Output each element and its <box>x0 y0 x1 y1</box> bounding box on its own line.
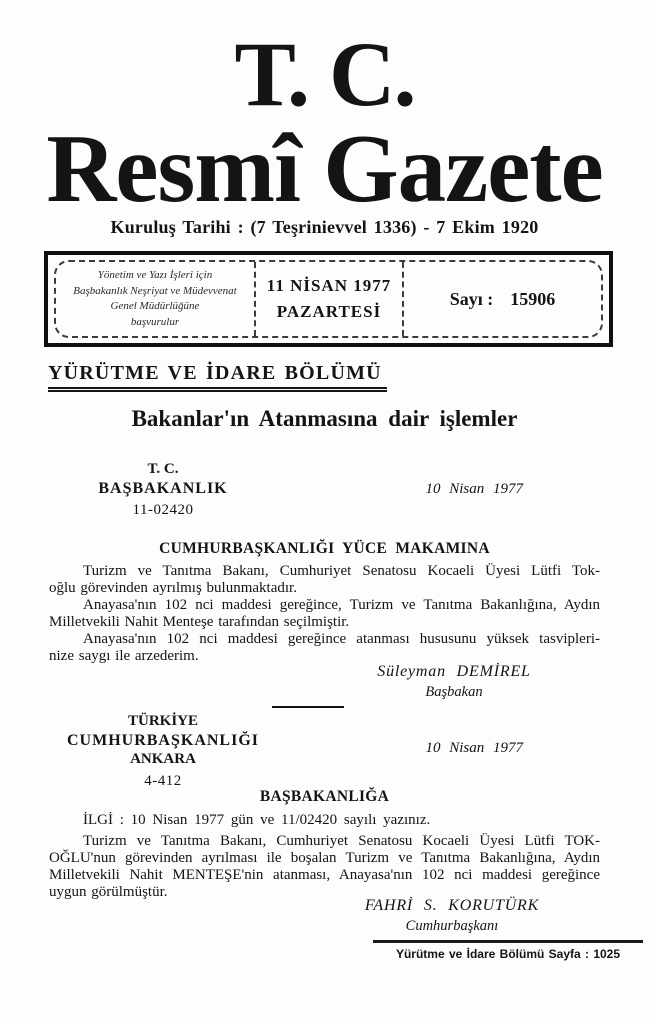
admin-contact-line: Yönetim ve Yazı İşleri için <box>97 269 213 281</box>
letter2-reference-line: İLGİ : 10 Nisan 1977 gün ve 11/02420 sayılı yazınız. <box>83 812 431 828</box>
letter-separator-rule <box>272 706 344 708</box>
body-line: Anayasa'nın 102 nci maddesi gereğince, Turizm ve Tanıtma Bakanlığına, Aydın <box>83 597 600 613</box>
issue-number-cell <box>404 262 601 336</box>
body-line: Turizm ve Tanıtma Bakanı, Cumhuriyet Senatosu Kocaeli Üyesi Lütfi Tok- <box>83 563 600 579</box>
letter1-sender-line: BAŞBAKANLIK <box>98 480 228 497</box>
admin-contact-line: Başbakanlık Neşriyat ve Müdevvenat <box>73 284 237 297</box>
body-line: Milletvekili Nahit MENTEŞE'nin atanması, Anayasa'nın 102 nci maddesi gereğince <box>49 867 600 883</box>
admin-contact-note <box>56 262 256 336</box>
admin-contact-line: başvurulur <box>130 315 180 328</box>
issue-date: 11 NİSAN 1977 <box>266 276 392 295</box>
letter2-reference-number: 4-412 <box>144 773 182 789</box>
body-line: Anayasa'nın 102 nci maddesi gereğince atanması hususunu yüksek tasvipleri- <box>83 631 600 647</box>
letter2-sender-line: ANKARA <box>130 751 196 767</box>
letter2-signature-block <box>365 897 539 935</box>
section-header <box>48 362 387 385</box>
letter2-salutation: BAŞBAKANLIĞA <box>259 788 390 805</box>
letter2-body <box>49 833 600 901</box>
masthead-tc: T. C. <box>234 23 415 125</box>
letter2-sender-line: TÜRKİYE <box>127 713 198 729</box>
body-line: oğlu görevinden ayrılmış bulunmaktadır. <box>49 580 297 596</box>
admin-contact-line: Genel Müdürlüğüne <box>110 300 200 312</box>
masthead-founding-date: Kuruluş Tarihi : (7 Teşrinievvel 1336) - 7 Ekim 1920 <box>110 217 539 237</box>
letter2-date: 10 Nisan 1977 <box>425 740 523 756</box>
letter2-sender-block <box>48 712 278 790</box>
letter1-date: 10 Nisan 1977 <box>425 481 523 497</box>
issue-number-value: 15906 <box>510 288 556 309</box>
letter2-signature-name: FAHRİ S. KORUTÜRK <box>364 897 540 914</box>
issue-number-label: Sayı : <box>449 288 494 309</box>
issue-info-box <box>44 251 613 347</box>
masthead-title: Resmî Gazete <box>46 115 603 222</box>
body-line: uygun görülmüştür. <box>49 884 168 900</box>
document-title: Bakanlar'ın Atanmasına dair işlemler <box>131 406 518 431</box>
letter1-salutation: CUMHURBAŞKANLIĞI YÜCE MAKAMINA <box>159 540 490 557</box>
letter1-sender-block <box>48 460 278 519</box>
issue-info-box-inner <box>54 260 603 338</box>
letter1-reference-number: 11-02420 <box>132 502 194 518</box>
issue-weekday: PAZARTESİ <box>276 302 382 321</box>
body-line: Turizm ve Tanıtma Bakanı, Cumhuriyet Senatosu Kocaeli Üyesi Lütfi TOK- <box>83 833 600 849</box>
body-line: nize saygı ile arzederim. <box>49 648 199 664</box>
letter2-sender-line: CUMHURBAŞKANLIĞI <box>66 732 259 749</box>
section-header-label: YÜRÜTME VE İDARE BÖLÜMÜ <box>48 362 387 392</box>
letter1-signature-name: Süleyman DEMİREL <box>377 663 531 680</box>
letter2-signature-title: Cumhurbaşkanı <box>405 918 499 934</box>
body-line: Milletvekili Nahit Menteşe tarafından seçilmiştir. <box>49 614 350 630</box>
footer-page-info: Yürütme ve İdare Bölümü Sayfa : 1025 <box>373 940 643 961</box>
body-line: OĞLU'nun görevinden ayrılması ile boşalan Turizm ve Tanıtma Bakanlığına, Aydın <box>49 850 600 866</box>
letter1-body <box>49 563 600 665</box>
letter1-signature-block <box>377 663 530 701</box>
issue-date-cell <box>256 262 404 336</box>
letter1-sender-line: T. C. <box>147 461 179 477</box>
letter1-signature-title: Başbakan <box>425 684 483 700</box>
